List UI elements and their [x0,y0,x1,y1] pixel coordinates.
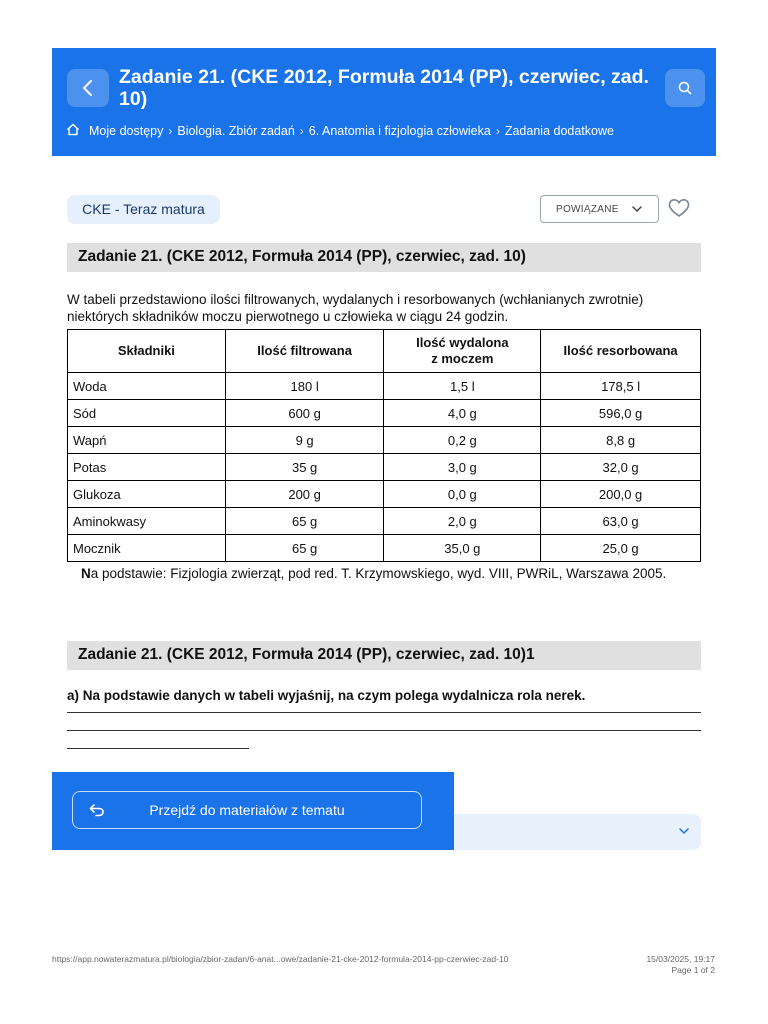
table-row [68,508,701,535]
breadcrumb [66,123,614,139]
source-tag[interactable]: CKE - Teraz matura [67,195,220,224]
chevron-down-icon [630,202,644,216]
table-cell: 4,0 g [384,400,541,427]
table-cell: 180 l [225,373,384,400]
table-cell: 200,0 g [541,481,701,508]
breadcrumb-item-moje-dostepy[interactable]: Moje dostępy [89,124,164,138]
table-row [68,400,701,427]
footer-datetime: 15/03/2025, 19:17 [646,954,715,964]
question-text: a) Na podstawie danych w tabeli wyjaśnij, na czym polega wydalnicza rola nerek. [67,688,586,703]
table-cell: Woda [68,373,226,400]
table-cell: Potas [68,454,226,481]
table-row [68,373,701,400]
chevron-down-icon [677,824,691,838]
page-title: Zadanie 21. (CKE 2012, Formuła 2014 (PP), czerwiec, zad. 10) [119,66,649,110]
table-row [68,427,701,454]
answer-area[interactable] [67,712,701,766]
table-cell: Glukoza [68,481,226,508]
table-cell: 200 g [225,481,384,508]
section-heading [67,243,701,272]
breadcrumb-item-biologia[interactable]: Biologia. Zbiór zadań [177,124,295,138]
column-header: Składniki [68,330,226,373]
column-header: Ilość resorbowana [541,330,701,373]
table-cell: 35,0 g [384,535,541,562]
table-row [68,454,701,481]
source-text: a podstawie: Fizjologia zwierząt, pod red. T. Krzymowskiego, wyd. VIII, PWRiL, Warszawa 2005. [90,566,667,581]
table-cell: 3,0 g [384,454,541,481]
table-cell: 178,5 l [541,373,701,400]
heart-icon[interactable] [668,198,690,218]
source-citation [81,566,666,581]
section-title: Zadanie 21. (CKE 2012, Formuła 2014 (PP), czerwiec, zad. 10) [78,248,526,265]
table-cell: 0,0 g [384,481,541,508]
back-button[interactable] [67,69,109,107]
table-cell: 63,0 g [541,508,701,535]
breadcrumb-item-anatomia[interactable]: 6. Anatomia i fizjologia człowieka [308,124,491,138]
table-cell: Aminokwasy [68,508,226,535]
chevron-left-icon [81,78,95,98]
goto-materials-label: Przejdź do materiałów z tematu [149,802,345,818]
table-row [68,481,701,508]
answer-line [67,712,701,713]
column-header: Ilość wydalona z moczem [384,330,541,373]
search-button[interactable] [665,69,705,107]
footer-url: https://app.nowaterazmatura.pl/biologia/zbior-zadan/6-anat...owe/zadanie-21-cke-2012-formula-2014-pp-czerwiec-zad-10 [52,954,509,964]
source-initial: N [81,566,91,581]
table-cell: Mocznik [68,535,226,562]
table-cell: 35 g [225,454,384,481]
table-row [68,535,701,562]
table-cell: 2,0 g [384,508,541,535]
table-cell: 9 g [225,427,384,454]
goto-materials-button[interactable] [72,791,422,829]
footer-page-number: Page 1 of 2 [671,965,715,975]
chevron-right-icon: › [299,124,304,138]
footer-meta [600,954,715,976]
section-heading [67,641,701,670]
table-cell: 8,8 g [541,427,701,454]
table-cell: Sód [68,400,226,427]
data-table [67,329,701,562]
table-cell: 65 g [225,508,384,535]
intro-text: W tabeli przedstawiono ilości filtrowanych, wydalanych i resorbowanych (wchłanianych zwrotnie) niektórych składników moczu pierwotnego u człowieka w ciągu 24 godzin. [67,292,644,324]
related-dropdown[interactable] [540,195,659,223]
column-header: Ilość filtrowana [225,330,384,373]
answer-line [67,730,701,731]
breadcrumb-item-zadania-dodatkowe[interactable]: Zadania dodatkowe [504,124,614,138]
top-header [52,48,716,156]
materials-panel [52,772,454,850]
search-icon [677,80,693,96]
table-cell: 0,2 g [384,427,541,454]
section-title: Zadanie 21. (CKE 2012, Formuła 2014 (PP), czerwiec, zad. 10)1 [78,646,535,663]
return-arrow-icon [88,802,106,818]
table-cell: 65 g [225,535,384,562]
table-cell: 32,0 g [541,454,701,481]
table-cell: 600 g [225,400,384,427]
table-cell: Wapń [68,427,226,454]
table-header-row [68,330,701,373]
table-cell: 1,5 l [384,373,541,400]
answer-line [67,748,249,749]
expand-panel[interactable] [440,814,701,850]
table-cell: 596,0 g [541,400,701,427]
related-label: POWIĄZANE [556,203,619,215]
home-icon[interactable] [66,123,80,139]
table-cell: 25,0 g [541,535,701,562]
chevron-right-icon: › [495,124,500,138]
chevron-right-icon: › [168,124,173,138]
